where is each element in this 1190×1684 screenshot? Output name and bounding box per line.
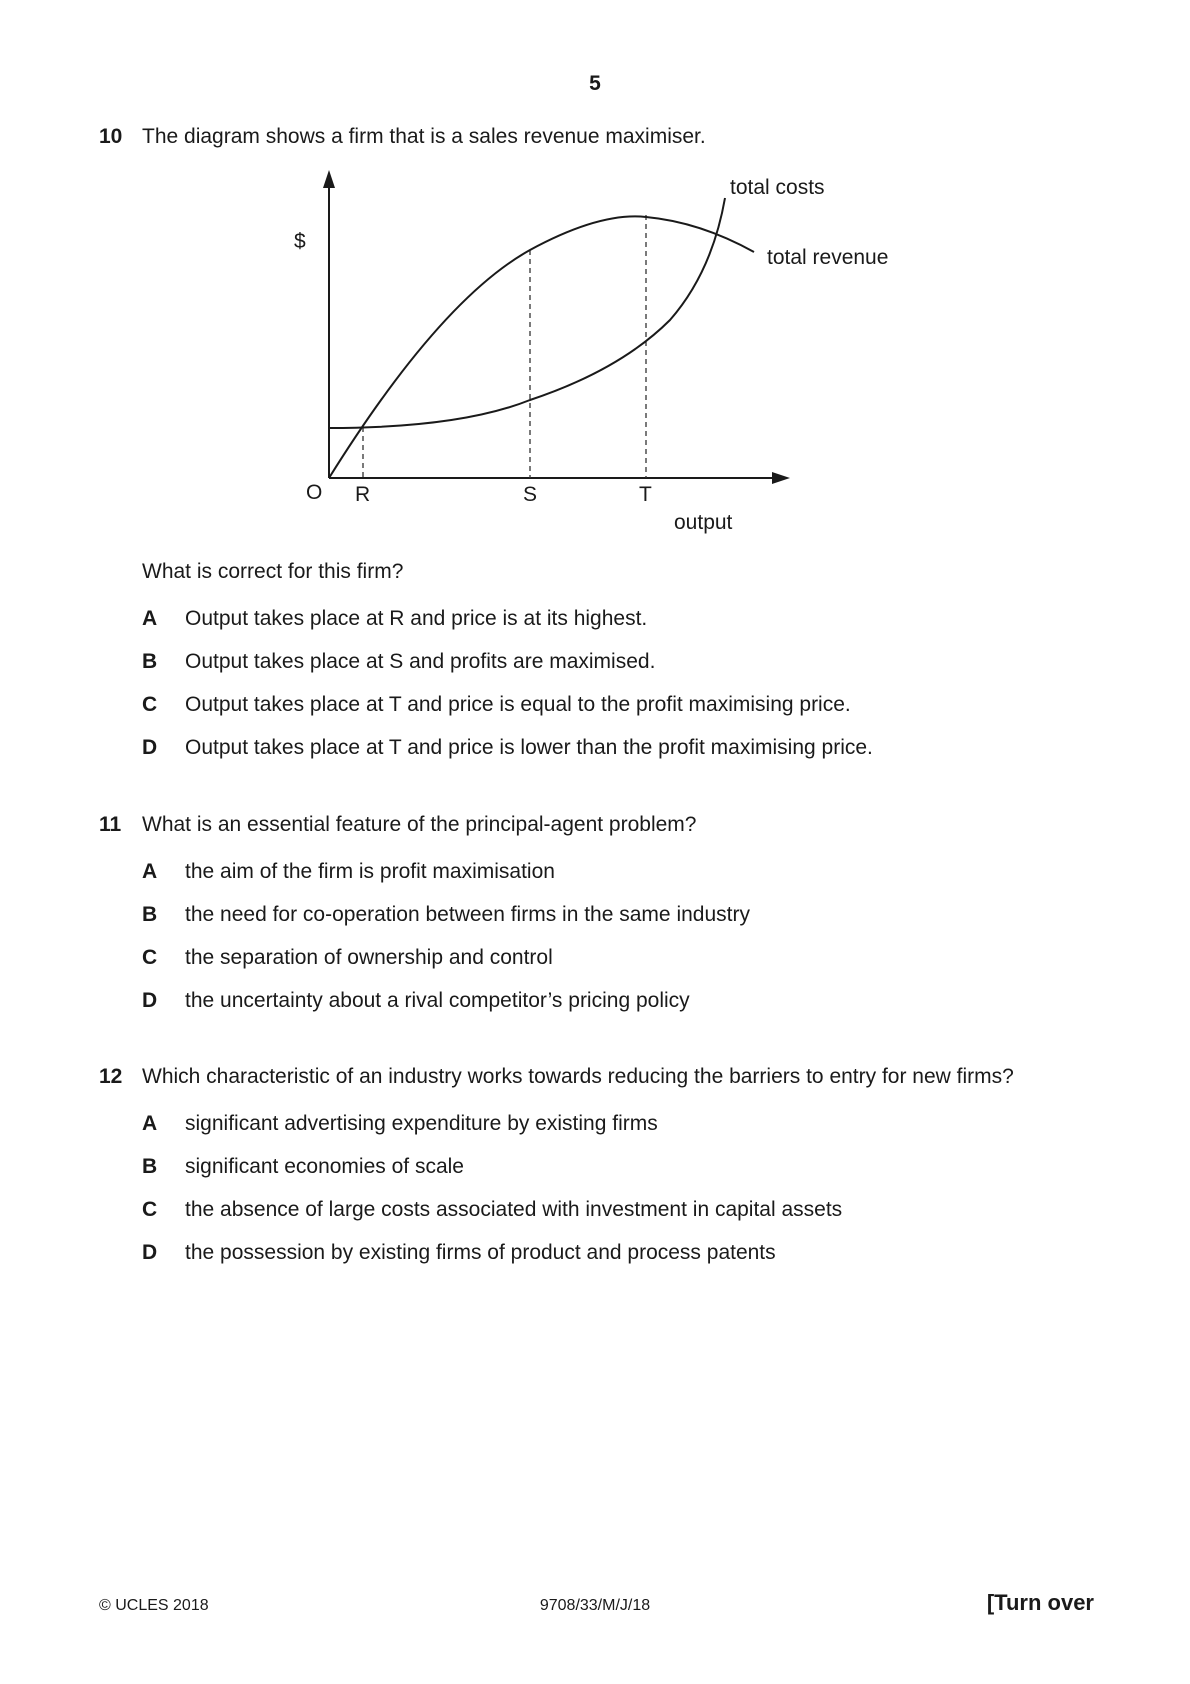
option-text: Output takes place at T and price is equal to the profit maximising price. <box>185 693 851 716</box>
footer-paper-code: 9708/33/M/J/18 <box>539 1597 651 1614</box>
option-letter: A <box>142 1112 158 1135</box>
question-number: 11 <box>99 813 122 836</box>
option-letter: B <box>142 903 158 926</box>
question-number: 12 <box>99 1065 123 1088</box>
footer-turn-over: [Turn over <box>986 1590 1094 1615</box>
option-letter: D <box>142 736 158 759</box>
option-c <box>0 946 1190 976</box>
total-costs-label: total costs <box>730 176 825 199</box>
total-revenue-label: total revenue <box>767 246 889 269</box>
point-label-t: T <box>639 483 652 506</box>
option-d <box>0 989 1190 1019</box>
option-d <box>0 736 1190 766</box>
option-b <box>0 903 1190 933</box>
option-letter: B <box>142 650 158 673</box>
point-label-s: S <box>523 483 538 506</box>
option-text: the separation of ownership and control <box>185 946 553 969</box>
option-b <box>0 1155 1190 1185</box>
option-text: significant economies of scale <box>185 1155 464 1178</box>
total-costs-curve <box>329 198 725 428</box>
option-letter: C <box>142 693 158 716</box>
question-stem: What is an essential feature of the principal-agent problem? <box>142 813 697 836</box>
option-b <box>0 650 1190 680</box>
option-a <box>0 860 1190 890</box>
page-number: 5 <box>589 72 601 95</box>
option-letter: A <box>142 860 158 883</box>
option-text: Output takes place at S and profits are maximised. <box>185 650 656 673</box>
option-letter: D <box>142 989 158 1012</box>
option-d <box>0 1241 1190 1271</box>
option-text: the uncertainty about a rival competitor’s pricing policy <box>185 989 690 1012</box>
option-text: Output takes place at T and price is lower than the profit maximising price. <box>185 736 873 759</box>
option-a <box>0 607 1190 637</box>
question-stem: Which characteristic of an industry works towards reducing the barriers to entry for new firms? <box>142 1065 1014 1088</box>
y-axis-arrow <box>323 170 335 188</box>
option-letter: B <box>142 1155 158 1178</box>
option-letter: D <box>142 1241 158 1264</box>
x-axis-arrow <box>772 472 790 484</box>
x-axis-label: output <box>674 511 733 534</box>
option-c <box>0 693 1190 723</box>
question-stem: The diagram shows a firm that is a sales revenue maximiser. <box>142 125 706 148</box>
option-text: the aim of the firm is profit maximisation <box>185 860 555 883</box>
option-text: the possession by existing firms of product and process patents <box>185 1241 776 1264</box>
option-letter: A <box>142 607 158 630</box>
option-c <box>0 1198 1190 1228</box>
option-text: the need for co-operation between firms in the same industry <box>185 903 750 926</box>
total-revenue-curve <box>329 216 754 478</box>
origin-label: O <box>306 481 323 504</box>
option-text: the absence of large costs associated with investment in capital assets <box>185 1198 843 1221</box>
footer-copyright: © UCLES 2018 <box>99 1597 209 1614</box>
sales-revenue-diagram <box>280 160 920 540</box>
option-letter: C <box>142 1198 158 1221</box>
point-label-r: R <box>355 483 371 506</box>
option-a <box>0 1112 1190 1142</box>
question-prompt: What is correct for this firm? <box>142 560 404 583</box>
option-text: significant advertising expenditure by existing firms <box>185 1112 658 1135</box>
y-axis-label: $ <box>294 230 306 253</box>
option-text: Output takes place at R and price is at its highest. <box>185 607 648 630</box>
question-number: 10 <box>99 125 123 148</box>
option-letter: C <box>142 946 158 969</box>
